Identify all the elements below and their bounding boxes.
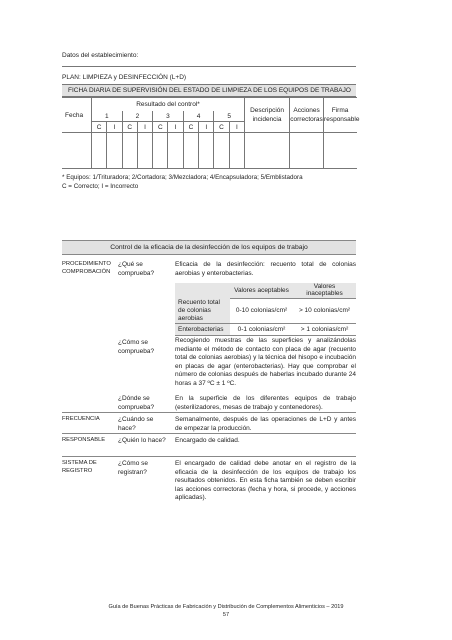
responsible-label: RESPONSABLE xyxy=(62,437,106,443)
ci-label: C xyxy=(214,122,229,133)
question-record: ¿Cómo se registran? xyxy=(118,460,148,476)
unacceptable-value: > 1 colonias/cm² xyxy=(293,323,356,335)
ci-label: I xyxy=(168,122,183,133)
footer-text: Guía de Buenas Prácticas de Fabricación y Distribución de Complementos Alimenticios – 2019 xyxy=(108,604,344,610)
answer-where: En la superficie de los diferentes equipos de trabajo (esterilizadores, mesas de trabajo y contenedores). xyxy=(175,395,356,411)
ci-label: I xyxy=(137,122,152,133)
question-when: ¿Cuándo se hace? xyxy=(118,416,154,432)
ci-label: I xyxy=(229,122,244,133)
unacceptable-col-header: Valores inaceptables xyxy=(293,283,356,298)
signature-header: Firma responsable xyxy=(324,98,357,133)
establishment-label: Datos del establecimiento: xyxy=(62,52,139,59)
values-row xyxy=(175,323,356,335)
equipment-number: 1 xyxy=(92,111,123,122)
frequency-label: FRECUENCIA xyxy=(62,416,100,422)
row-name: Enterobacterias xyxy=(175,323,230,335)
date-header: Fecha xyxy=(63,98,92,133)
values-row xyxy=(175,298,356,323)
actions-header: Acciones correctoras xyxy=(290,98,324,133)
unacceptable-value: > 10 colonias/cm² xyxy=(293,298,356,323)
equipment-number: 2 xyxy=(122,111,153,122)
acceptable-value: 0-10 colonias/cm² xyxy=(230,298,293,323)
procedure-label: PROCEDIMIENTO COMPROBACIÓN xyxy=(62,261,111,275)
question-where: ¿Dónde se comprueba? xyxy=(118,395,155,411)
equipment-note: * Equipos: 1/Trituradora; 2/Cortadora; 3/Mezcladora; 4/Encapsuladora; 5/Emblistadora xyxy=(62,174,303,181)
control-section-title: Control de la eficacia de la desinfección de los equipos de trabajo xyxy=(62,240,356,255)
acceptable-value: 0-1 colonias/cm² xyxy=(230,323,293,335)
question-what: ¿Qué se comprueba? xyxy=(118,261,155,277)
ci-label: C xyxy=(153,122,168,133)
question-who: ¿Quién lo hace? xyxy=(118,437,166,444)
ci-label: I xyxy=(107,122,122,133)
answer-what: Eficacia de la desinfección: recuento total de colonias aerobias y enterobacterias. xyxy=(175,261,356,277)
answer-how: Recogiendo muestras de las superficies y analizándolas mediante el método de contacto con placa de agar (recuento total de colonias aerobias) y la técnica del hisopo e incubación en placas de agar (enterobacterias). Hay que comprobar el número de colonias después de haberlas incubado durante 24 horas a 37 ºC ± 1 ºC. xyxy=(175,337,356,387)
page-number: 57 xyxy=(222,612,230,618)
row-name: Recuento total de colonias aerobias xyxy=(175,298,230,323)
blank-entry-row xyxy=(63,133,357,169)
answer-record: El encargado de calidad debe anotar en el registro de la eficacia de la desinfección de los equipos de trabajo los resultados obtenidos. En esta ficha también se deben escribir las acciones correctoras (fecha y hora, si procede, y acciones aplicadas). xyxy=(175,460,356,502)
answer-when: Semanalmente, después de las operaciones de L+D y antes de empezar la producción. xyxy=(175,416,356,432)
sheet-title: FICHA DIARIA DE SUPERVISIÓN DEL ESTADO DE LIMPIEZA DE LOS EQUIPOS DE TRABAJO xyxy=(62,84,356,97)
values-table xyxy=(175,283,356,336)
ci-label: C xyxy=(183,122,198,133)
legend-note: C = Correcto; I = Incorrecto xyxy=(62,183,139,190)
supervision-grid xyxy=(62,97,360,169)
ci-label: C xyxy=(122,122,137,133)
equipment-number: 3 xyxy=(153,111,184,122)
supervision-form xyxy=(62,50,360,191)
answer-who: Encargado de calidad. xyxy=(175,437,240,444)
acceptable-col-header: Valores aceptables xyxy=(230,283,293,298)
record-label: SISTEMA DE REGISTRO xyxy=(62,460,97,474)
result-header: Resultado del control* xyxy=(92,98,245,111)
equipment-number: 4 xyxy=(183,111,214,122)
equipment-number: 5 xyxy=(214,111,245,122)
plan-label: PLAN: LIMPIEZA y DESINFECCIÓN (L+D) xyxy=(62,74,187,81)
ci-label: C xyxy=(92,122,107,133)
description-header: Descripción incidencia xyxy=(245,98,290,133)
question-how: ¿Cómo se comprueba? xyxy=(118,339,155,355)
ci-label: I xyxy=(199,122,214,133)
